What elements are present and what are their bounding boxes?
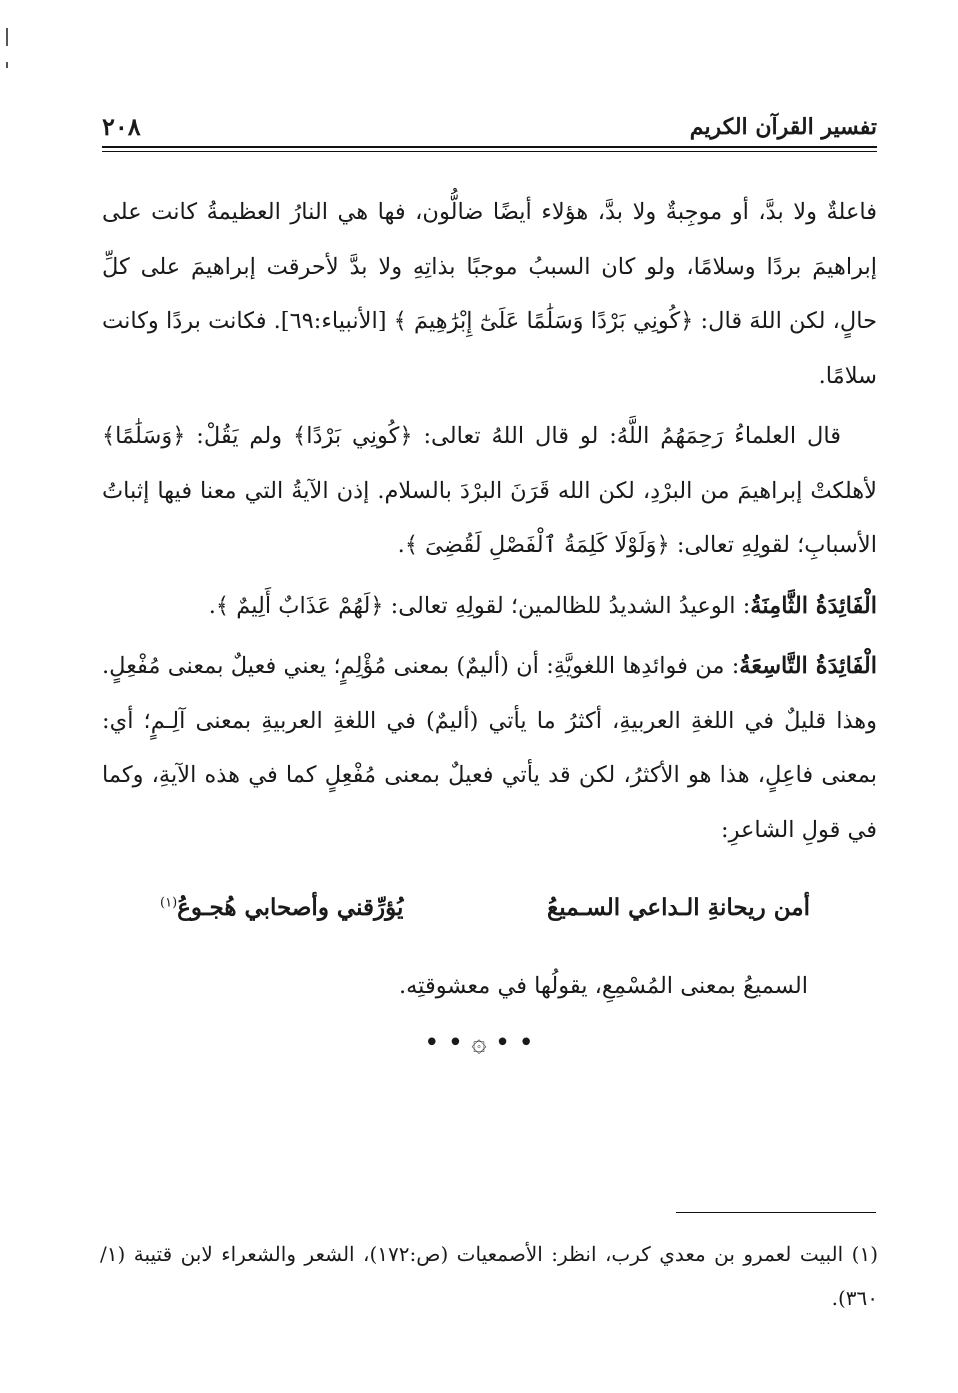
footnote-reference: (١) — [160, 895, 178, 911]
text-line: : الوعيدُ الشديدُ للظالمين؛ لقولِهِ تعالى: ﴿لَهُمْ عَذَابٌ أَلِيمٌ ﴾. — [208, 592, 751, 619]
page-number: ٢٠٨ — [102, 112, 141, 141]
verse-hemistich-first: أمن ريحانةِ الـداعي السـميعُ — [547, 894, 810, 921]
edge-mark — [6, 62, 8, 68]
footnote-line: (١) البيت لعمرو بن معدي كرب، انظر: الأصمعيات (ص:١٧٢)، الشعر والشعراء لابن قتيبة — [133, 1242, 878, 1266]
running-title: تفسير القرآن الكريم — [689, 114, 877, 140]
page-header — [102, 106, 877, 146]
benefit-heading: الْفَائِدَةُ التَّاسِعَةُ — [739, 653, 877, 679]
footnote-rule — [676, 1212, 876, 1213]
header-rule — [102, 146, 877, 148]
footnote-line: (١/ ٣٦٠). — [100, 1242, 878, 1310]
paragraph-2 — [102, 409, 877, 573]
section-ornament: • • ۞ • • — [424, 1028, 534, 1058]
paragraph-benefit-9 — [102, 639, 877, 857]
footnote — [100, 1232, 878, 1320]
text-line: إبراهيمَ من البرْدِ، لكن الله قَرَنَ البرْدَ بالسلام. إذن الآيةُ التي معنا فيها إثباتُ — [102, 477, 803, 504]
poetry-verse — [160, 894, 810, 944]
header-rule-thin — [102, 151, 877, 152]
paragraph-benefit-8 — [102, 579, 877, 634]
benefit-heading: الْفَائِدَةُ الثَّامِنَةُ — [750, 592, 877, 619]
verse-hemistich-second — [160, 894, 403, 921]
text-line: الأسبابِ؛ لقولِهِ تعالى: ﴿وَلَوْلَا كَلِمَةُ ٱلْفَصْلِ لَقُضِىَ ﴾. — [397, 532, 877, 558]
text-line: قال العلماءُ رَحِمَهُمُ اللَّهُ: لو قال اللهُ تعالى: ﴿كُونِي بَرْدًا﴾ ولم يَقُلْ: ﴿وَسَلَٰمًا﴾ لأهلكتْ — [102, 423, 877, 504]
text-line: على إبراهيمَ بردًا وسلامًا، ولو كان السببُ موجبًا بذاتِهِ ولا بدَّ لأحرقت إبراهيمَ — [102, 199, 878, 280]
edge-mark — [6, 28, 8, 46]
text-line: فاعلةٌ ولا بدَّ، أو موجِبةٌ ولا بدَّ، هؤلاء أيضًا ضالُّون، فها هي النارُ العظيمةُ كانت — [151, 199, 877, 225]
verse-hemistich-text: يُؤرِّقني وأصحابي هُجـوعُ — [177, 894, 404, 921]
explanation-line: السميعُ بمعنى المُسْمِعِ، يقولُها في معشوقتِه. — [398, 973, 808, 999]
text-line: على كلِّ حالٍ، لكن اللهَ قال: ﴿كُونِي بَرْدًا وَسَلَٰمًا عَلَىٰٓ إِبْرَٰهِيمَ ﴾ [الأنبياء:٦٩]. فكانت — [102, 253, 877, 334]
paragraph-1 — [102, 185, 877, 403]
text-line: : من فوائدِها اللغويَّةِ: أن (أليمٌ) بمعنى مُؤْلِمٍ؛ يعني فعيلٌ بمعنى — [167, 653, 740, 679]
text-line: آلِـمٍ؛ أي: بمعنى فاعِلٍ، هذا هو الأكثرُ، لكن قد يأتي فعيلٌ بمعنى مُفْعِلٍ كما في — [102, 707, 878, 788]
text-line: هذه الآيةِ، وكما في قولِ الشاعرِ: — [102, 762, 877, 843]
main-text — [102, 185, 877, 857]
text-line: بردًا وكانت سلامًا. — [102, 308, 877, 389]
text-line: مُفْعِلٍ. وهذا قليلٌ في اللغةِ العربيةِ، أكثرُ ما يأتي (أليمٌ) في اللغةِ العربيةِ بمعنى — [102, 653, 878, 734]
